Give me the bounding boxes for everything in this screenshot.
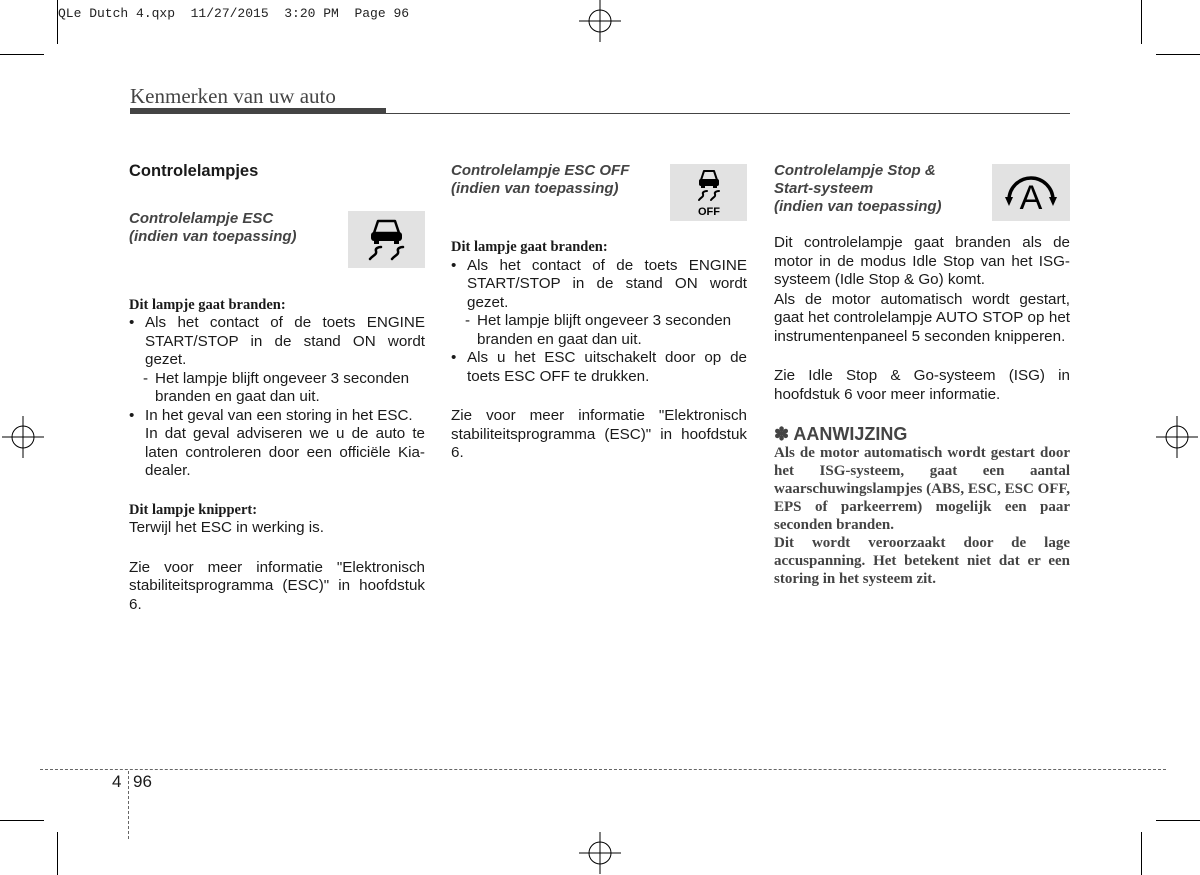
esc-subheading-line1: Controlelampje ESC — [129, 209, 274, 227]
esc-off-bullet-1-dash-text: Het lampje blijft ongeveer 3 seconden branden en gaat dan uit. — [477, 312, 732, 348]
footer-divider — [128, 771, 129, 839]
isg-subheading-line3: (indien van toepassing) — [774, 198, 942, 215]
esc-blink-heading: Dit lampje knippert: — [129, 501, 258, 518]
esc-off-bullet-2: • Als u het ESC uitschakelt door op de toets ESC OFF te drukken. — [451, 349, 747, 386]
esc-blink-text: Terwijl het ESC in werking is. — [129, 519, 324, 536]
registration-mark-right — [1156, 416, 1198, 458]
section-title: Controlelampjes — [129, 162, 259, 180]
registration-mark-bottom — [579, 832, 621, 874]
header-rule — [130, 113, 1070, 114]
isg-paragraph-2: Als de motor automatisch wordt gestart, gaat het controlelampje AUTO STOP op het instrumentenpaneel 5 seconden knipperen. — [774, 290, 1070, 345]
column-stop-start — [774, 162, 1070, 588]
esc-off-subheading-line1: Controlelampje ESC OFF — [451, 162, 630, 179]
esc-subheading-line2: (indien van toepassing) — [129, 227, 297, 245]
esc-skid-car-icon — [348, 211, 425, 268]
isg-paragraph-1: Dit controlelampje gaat branden als de motor in de modus Idle Stop van het ISG-systeem (Idle Stop & Go) komt. — [774, 234, 1070, 288]
page-number: 96 — [133, 772, 152, 791]
isg-paragraph-3: Zie Idle Stop & Go-systeem (ISG) in hoofdstuk 6 voor meer informatie. — [774, 367, 1070, 403]
chapter-number: 4 — [112, 772, 122, 791]
registration-mark-top — [579, 0, 621, 42]
note-paragraph-2: Dit wordt veroorzaakt door de lage accuspanning. Het betekent niet dat er een storing in het systeem zit. — [774, 534, 1070, 587]
esc-bullet-1-dash-text: Het lampje blijft ongeveer 3 seconden branden en gaat dan uit. — [155, 369, 410, 405]
chapter-title: Kenmerken van uw auto — [130, 84, 336, 108]
isg-subheading-line2: Start-systeem — [774, 180, 874, 197]
esc-off-reference: Zie voor meer informatie "Elektronisch stabiliteitsprogramma (ESC)" in hoofdstuk 6. — [451, 407, 747, 461]
note-paragraph-1: Als de motor automatisch wordt gestart door het ISG-systeem, gaat een aantal waarschuwingslampjes (ABS, ESC, ESC OFF, EPS of parkeerrem) mogelijk een paar seconden branden. — [774, 444, 1070, 533]
esc-bullet-1-dash: - Het lampje blijft ongeveer 3 seconden branden en gaat dan uit. — [143, 369, 410, 405]
auto-stop-icon — [992, 164, 1070, 221]
footer-rule — [40, 769, 1166, 770]
esc-off-subheading-line2: (indien van toepassing) — [451, 180, 619, 197]
esc-bullet-2-cont: In dat geval adviseren we u de auto te laten controleren door een officiële Kia-dealer. — [145, 425, 425, 479]
esc-off-warning-lamp — [670, 164, 747, 221]
esc-off-bullet-1-dash: - Het lampje blijft ongeveer 3 seconden branden en gaat dan uit. — [465, 312, 732, 348]
esc-on-heading: Dit lampje gaat branden: — [129, 296, 286, 313]
esc-off-icon — [670, 164, 747, 221]
esc-reference: Zie voor meer informatie "Elektronisch stabiliteitsprogramma (ESC)" in hoofdstuk 6. — [129, 558, 425, 613]
esc-bullet-2: • In het geval van een storing in het ESC. — [129, 407, 425, 426]
esc-bullet-1: • Als het contact of de toets ENGINE START/STOP in de stand ON wordt gezet. — [129, 314, 425, 370]
esc-off-icon-label: OFF — [698, 206, 720, 218]
note-title: ✽ AANWIJZING — [774, 424, 908, 444]
auto-stop-icon-letter: A — [1019, 179, 1043, 217]
esc-off-on-heading: Dit lampje gaat branden: — [451, 239, 608, 255]
esc-warning-lamp — [348, 211, 425, 268]
esc-off-bullet-1: • Als het contact of de toets ENGINE START/STOP in de stand ON wordt gezet. — [451, 257, 747, 313]
isg-subheading-line1: Controlelampje Stop & — [774, 162, 936, 179]
auto-stop-warning-lamp — [992, 164, 1070, 221]
print-slug: QLe Dutch 4.qxp 11/27/2015 3:20 PM Page 96 — [58, 6, 410, 21]
registration-mark-left — [2, 416, 44, 458]
